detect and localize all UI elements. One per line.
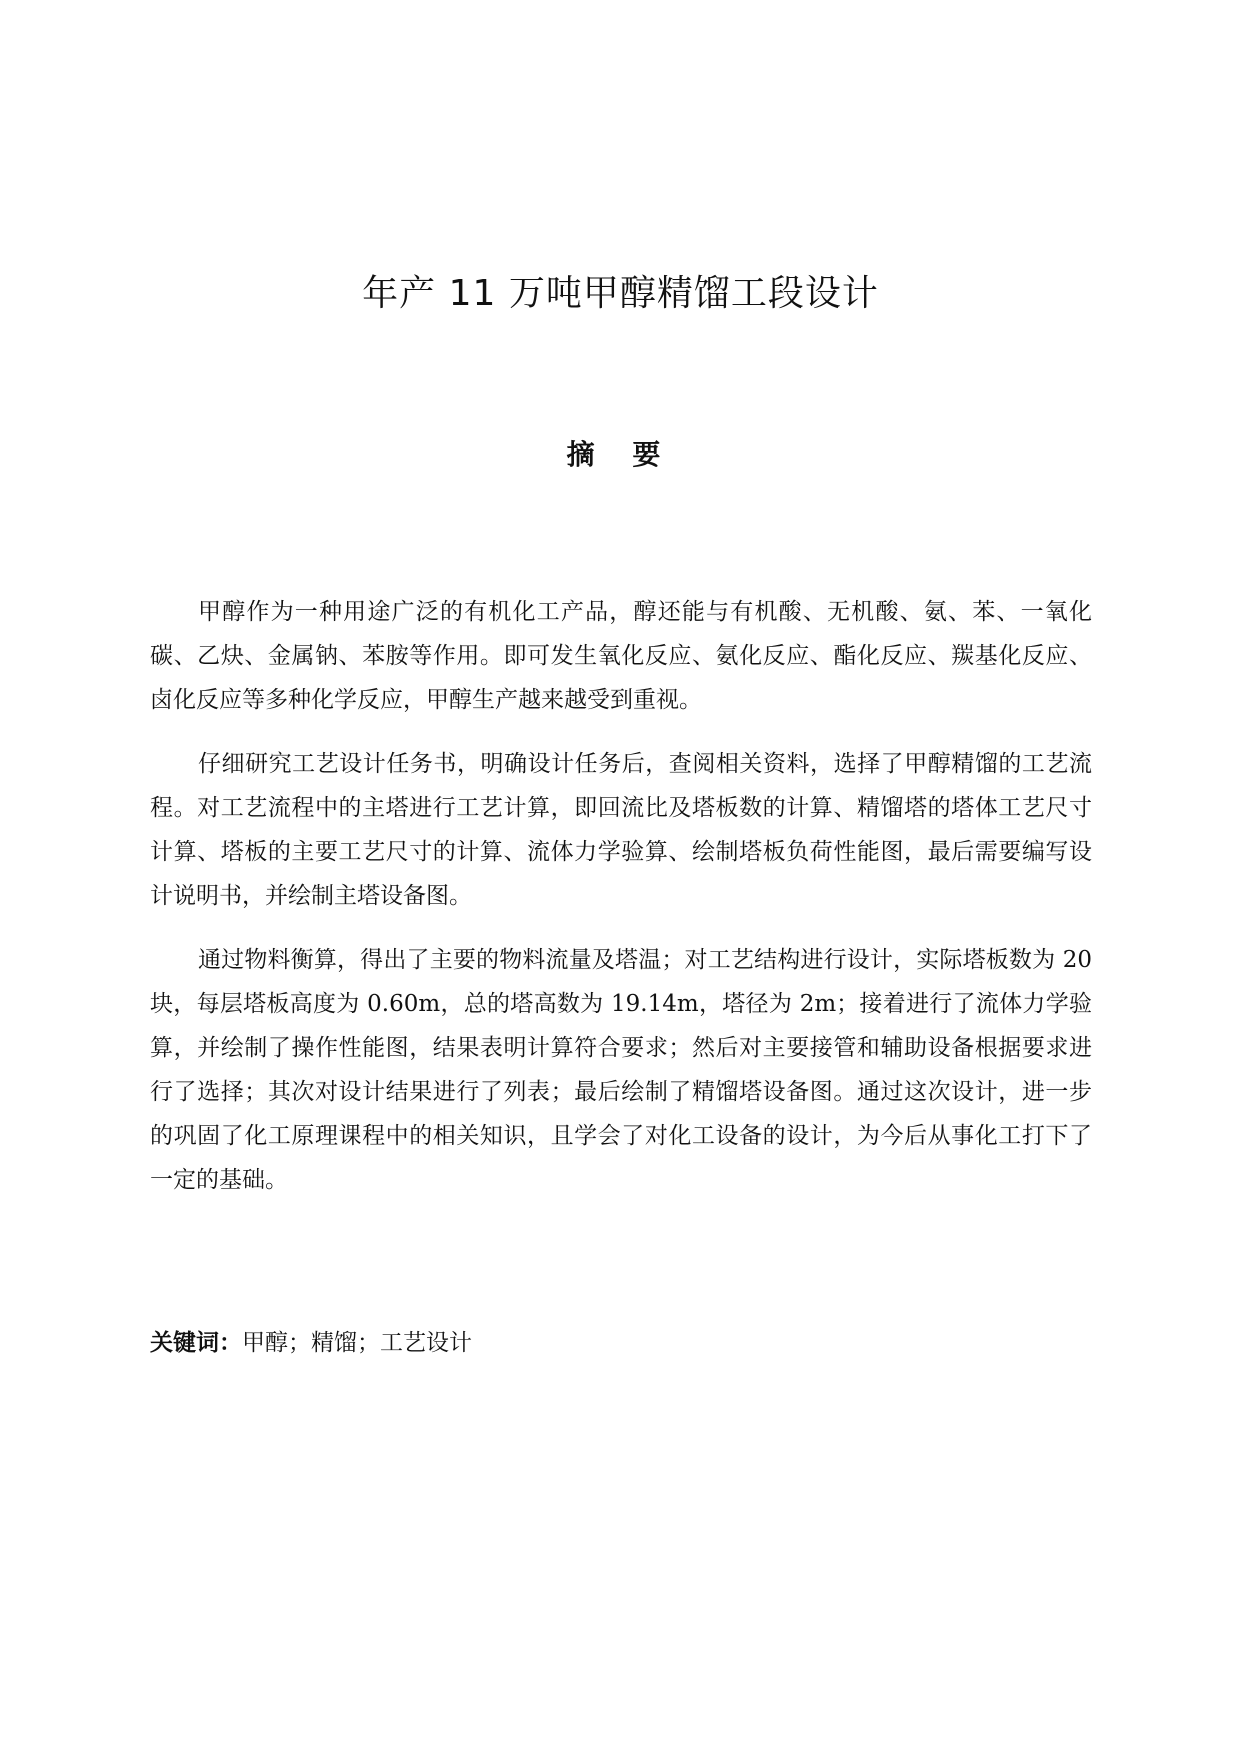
abstract-body (150, 590, 1092, 1222)
abstract-heading: 摘 要 (566, 438, 675, 471)
abstract-paragraph: 甲醇作为一种用途广泛的有机化工产品，醇还能与有机酸、无机酸、氨、苯、一氧化碳、乙炔、金属钠、苯胺等作用。即可发生氧化反应、氨化反应、酯化反应、羰基化反应、卤化反应等多种化学反应，甲醇生产越来越受到重视。 (150, 599, 1092, 713)
keywords-value: 甲醇；精馏；工艺设计 (242, 1330, 472, 1356)
keywords-label: 关键词： (150, 1330, 242, 1356)
document-title: 年产 11 万吨甲醇精馏工段设计 (362, 273, 879, 314)
abstract-paragraph: 通过物料衡算，得出了主要的物料流量及塔温；对工艺结构进行设计，实际塔板数为 20 块，每层塔板高度为 0.60m，总的塔高数为 19.14m，塔径为 2m；接着进行了流体力学验算，并绘制了操作性能图，结果表明计算符合要求；然后对主要接管和辅助设备根据要求进行了选择；其次对设计结果进行了列表；最后绘制了精馏塔设备图。通过这次设计，进一步的巩固了化工原理课程中的相关知识，且学会了对化工设备的设计，为今后从事化工打下了一定的基础。 (150, 947, 1092, 1193)
keywords-line (150, 1323, 1092, 1363)
abstract-paragraph: 仔细研究工艺设计任务书，明确设计任务后，查阅相关资料，选择了甲醇精馏的工艺流程。对工艺流程中的主塔进行工艺计算，即回流比及塔板数的计算、精馏塔的塔体工艺尺寸计算、塔板的主要工艺尺寸的计算、流体力学验算、绘制塔板负荷性能图，最后需要编写设计说明书，并绘制主塔设备图。 (150, 751, 1092, 909)
